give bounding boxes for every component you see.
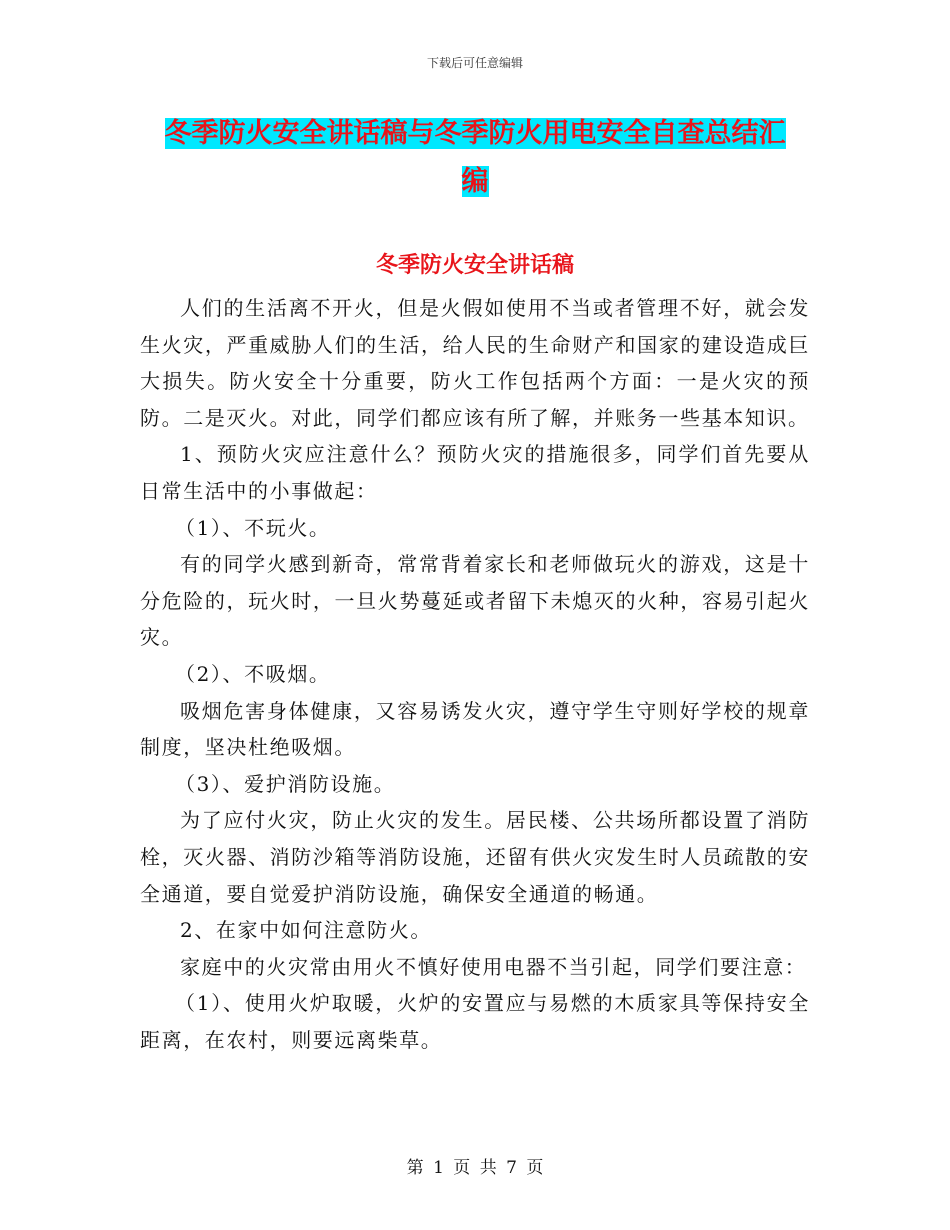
list-item: （3）、爱护消防设施。 (175, 771, 396, 796)
paragraph: 1、预防火灾应注意什么？预防火灾的措施很多，同学们首先要从日常生活中的小事做起： (140, 442, 810, 503)
header-note: 下载后可任意编辑 (426, 56, 523, 70)
paragraph: 有的同学火感到新奇，常常背着家长和老师做玩火的游戏，这是十分危险的，玩火时，一旦火势蔓延或者留下未熄灭的火种，容易引起火灾。 (140, 552, 810, 650)
page-footer: 第 1 页 共 7 页 (406, 1158, 544, 1178)
list-item: （1）、使用火炉取暖，火炉的安置应与易燃的木质家具等保持安全距离，在农村，则要远离柴草。 (140, 991, 810, 1052)
paragraph: 人们的生活离不开火，但是火假如使用不当或者管理不好，就会发生火灾，严重威胁人们的生活，给人民的生命财产和国家的建设造成巨大损失。防火安全十分重要，防火工作包括两个方面：一是火灾的预防。二是灭火。对此，同学们都应该有所了解，并账务一些基本知识。 (140, 296, 810, 430)
document-title-line1: 冬季防火安全讲话稿与冬季防火用电安全自查总结汇 (164, 118, 786, 149)
list-item: （2）、不吸烟。 (175, 661, 331, 686)
document-title-line2: 编 (461, 166, 489, 197)
paragraph: 为了应付火灾，防止火灾的发生。居民楼、公共场所都设置了消防栓，灭火器、消防沙箱等消防设施，还留有供火灾发生时人员疏散的安全通道，要自觉爱护消防设施，确保安全通道的畅通。 (140, 808, 810, 906)
document-title (140, 110, 810, 206)
paragraph: 吸烟危害身体健康，又容易诱发火灾，遵守学生守则好学校的规章制度，坚决杜绝吸烟。 (140, 698, 810, 760)
paragraph: 家庭中的火灾常由用火不慎好使用电器不当引起，同学们要注意： (180, 954, 807, 979)
body-text (140, 290, 810, 1058)
paragraph: 2、在家中如何注意防火。 (180, 918, 432, 943)
list-item: （1）、不玩火。 (175, 515, 331, 540)
section-title: 冬季防火安全讲话稿 (375, 253, 574, 278)
